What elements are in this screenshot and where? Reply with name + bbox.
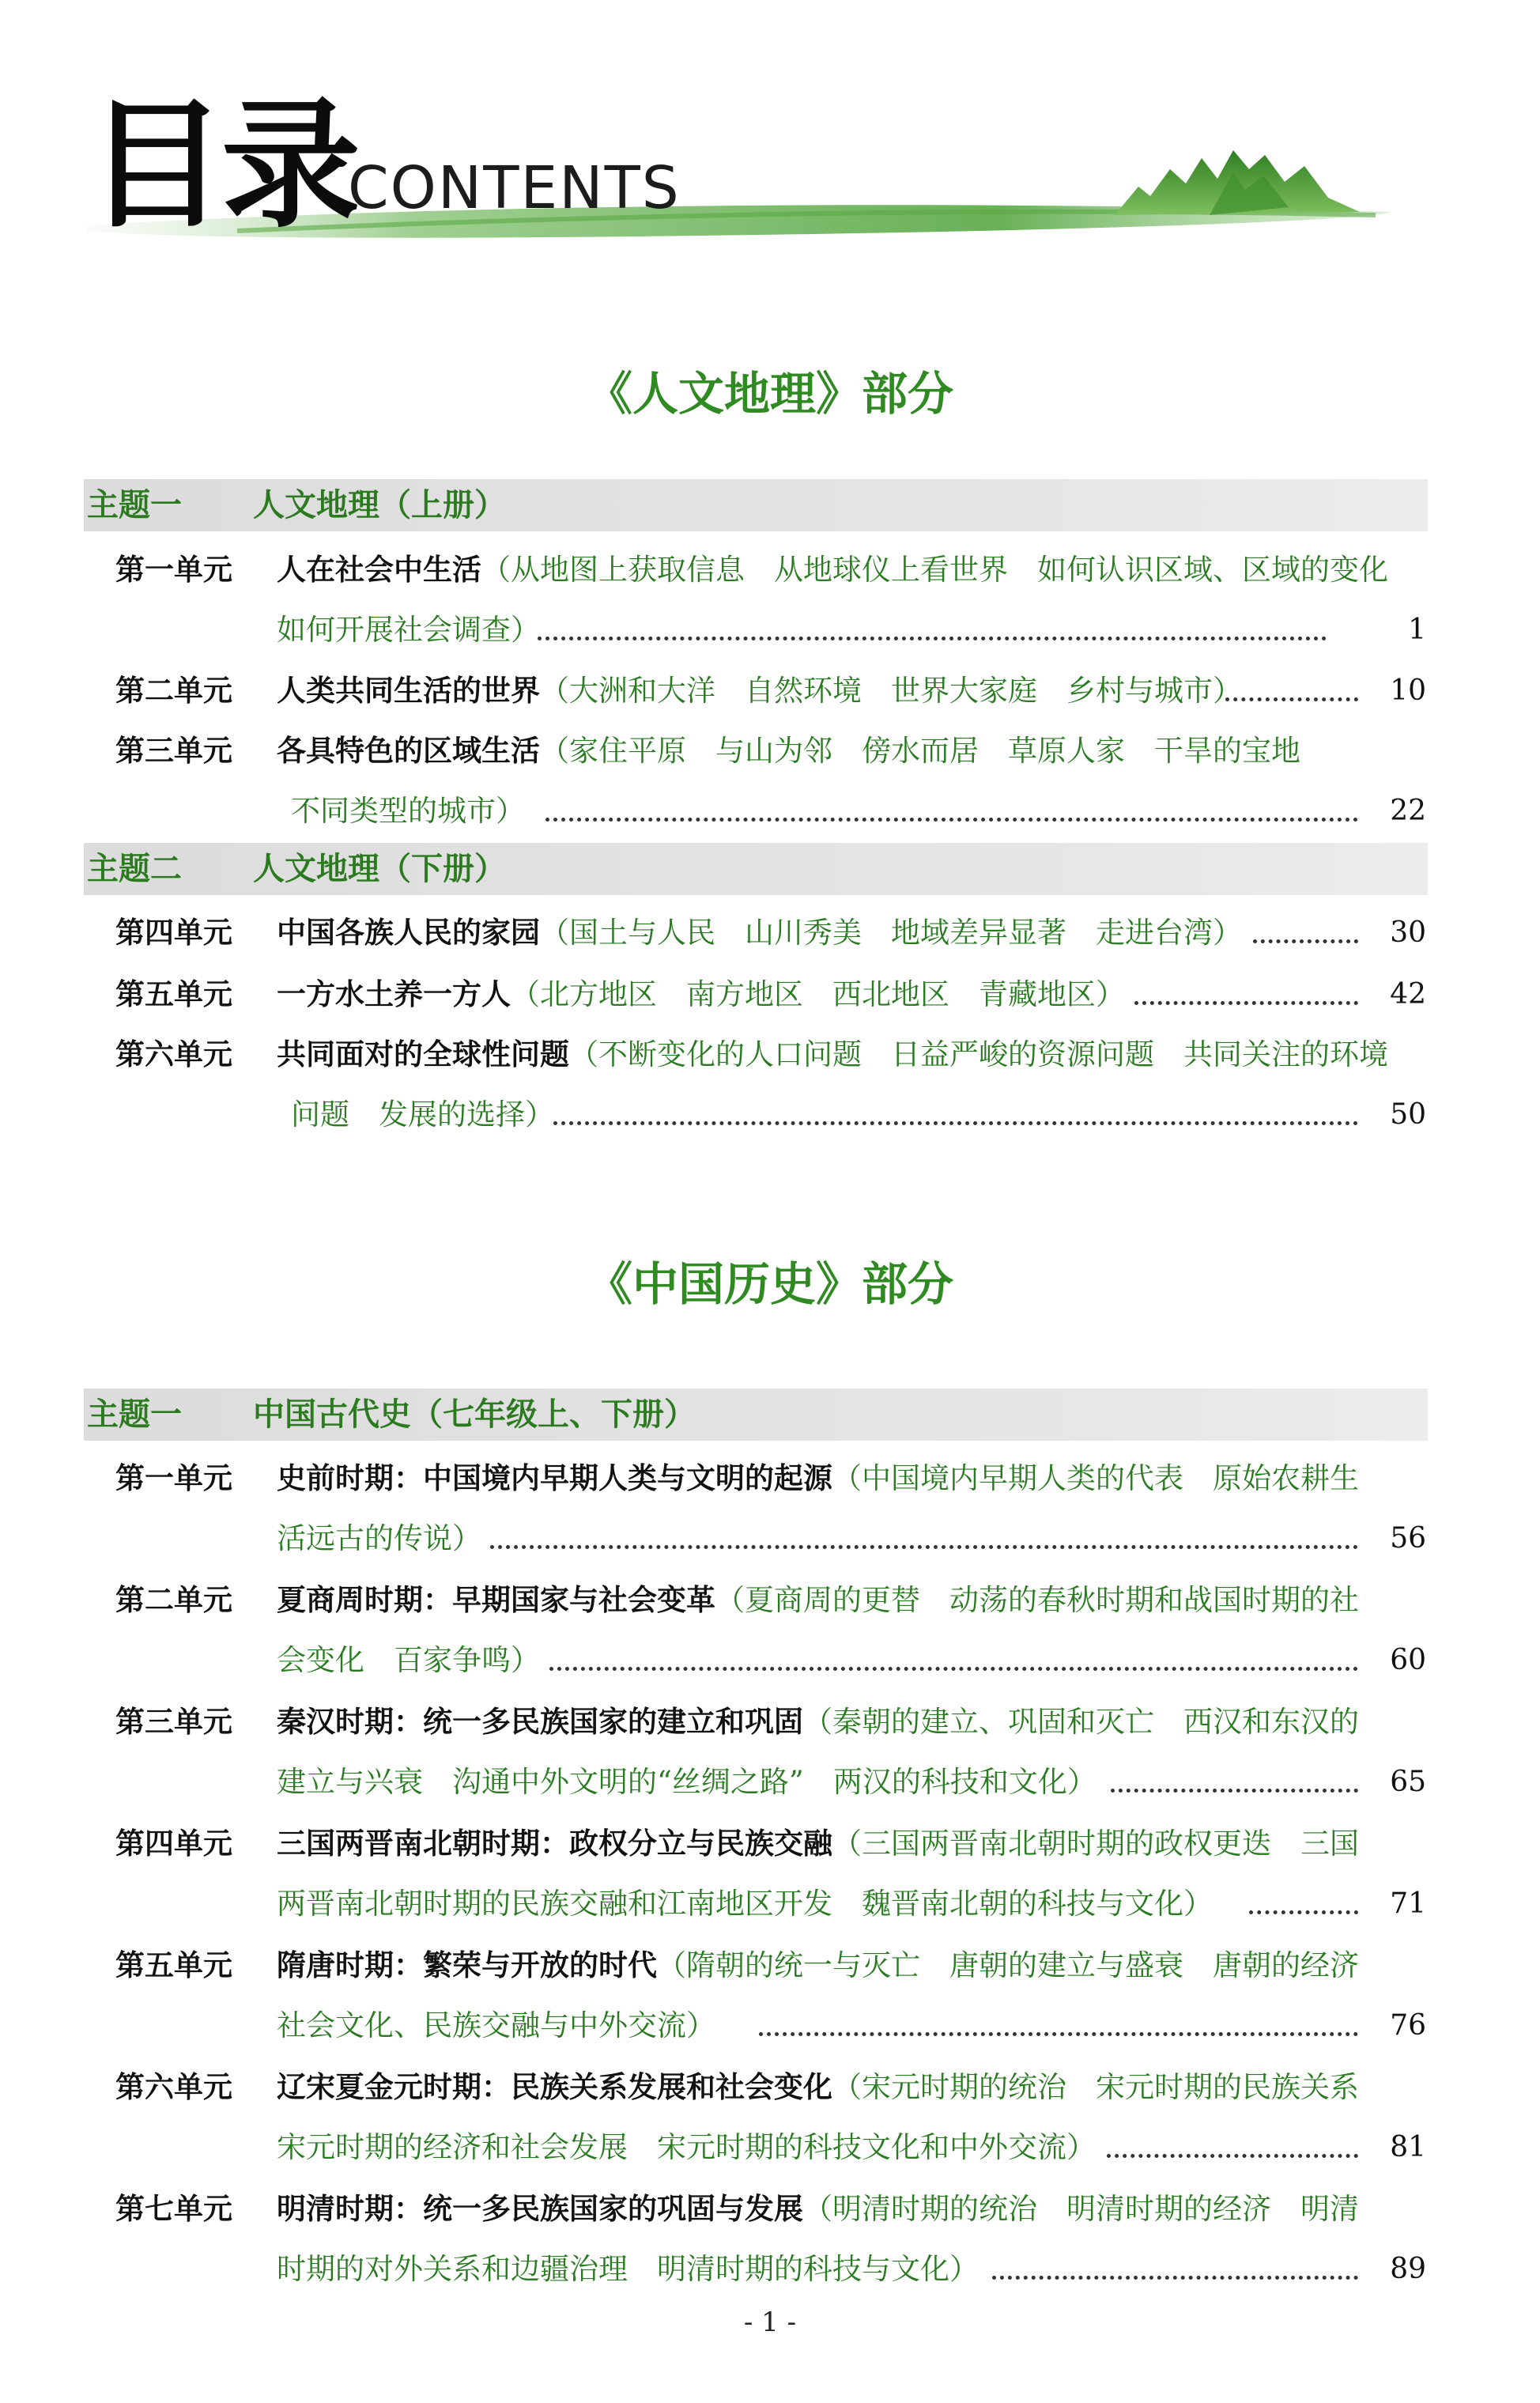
unit-contents: （中国境内早期人类的代表 原始农耕生 bbox=[832, 1461, 1359, 1495]
unit-title: 三国两晋南北朝时期：政权分立与民族交融 bbox=[277, 1827, 832, 1861]
page-number: 60 bbox=[1390, 1644, 1426, 1676]
entry-line bbox=[277, 1752, 1096, 1812]
unit-number: 第三单元 bbox=[115, 734, 232, 768]
unit-contents: 时期的对外关系和边疆治理 明清时期的科技与文化） bbox=[277, 2252, 979, 2286]
contents-header bbox=[0, 0, 1540, 261]
unit-contents: （三国两晋南北朝时期的政权更迭 三国 bbox=[832, 1827, 1359, 1861]
unit-contents: 社会文化、民族交融与中外交流） bbox=[277, 2008, 715, 2042]
unit-number: 第四单元 bbox=[115, 916, 232, 950]
entry-line bbox=[277, 1630, 540, 1691]
entry-line bbox=[277, 721, 1300, 781]
unit-number: 第六单元 bbox=[115, 1037, 232, 1071]
topic-name: 人文地理（上册） bbox=[253, 487, 506, 523]
entry-line bbox=[277, 540, 1388, 600]
entry-line bbox=[277, 600, 540, 660]
unit-number: 第一单元 bbox=[115, 1461, 232, 1495]
unit-contents: （明清时期的统治 明清时期的经济 明清 bbox=[803, 2192, 1359, 2226]
toc-entry[interactable] bbox=[0, 1025, 1540, 1145]
unit-number: 第一单元 bbox=[115, 553, 232, 587]
unit-contents: （不断变化的人口问题 日益严峻的资源问题 共同关注的环境 bbox=[569, 1037, 1388, 1071]
dot-leader bbox=[759, 2032, 1358, 2036]
dot-leader bbox=[1134, 1001, 1358, 1005]
dot-leader bbox=[1253, 939, 1358, 943]
contents-title-chinese: 目录 bbox=[87, 85, 357, 247]
unit-number: 第三单元 bbox=[115, 1705, 232, 1739]
unit-title: 人在社会中生活 bbox=[277, 553, 481, 587]
page-number: 50 bbox=[1390, 1098, 1426, 1131]
unit-title: 夏商周时期：早期国家与社会变革 bbox=[277, 1583, 715, 1617]
unit-number: 第四单元 bbox=[115, 1827, 232, 1861]
unit-contents: （隋朝的统一与灭亡 唐朝的建立与盛衰 唐朝的经济 bbox=[657, 1948, 1359, 1982]
toc-entry[interactable] bbox=[0, 540, 1540, 660]
entry-line bbox=[277, 1936, 1359, 1996]
topic-number: 主题二 bbox=[87, 851, 182, 887]
dot-leader bbox=[1249, 1910, 1358, 1914]
unit-number: 第二单元 bbox=[115, 1583, 232, 1617]
entry-line bbox=[277, 903, 1242, 963]
entry-line bbox=[277, 1814, 1359, 1874]
unit-contents: （夏商周的更替 动荡的春秋时期和战国时期的社 bbox=[715, 1583, 1359, 1617]
entry-line bbox=[277, 965, 1125, 1025]
dot-leader bbox=[545, 818, 1358, 822]
unit-number: 第五单元 bbox=[115, 977, 232, 1011]
contents-title-english: CONTENTS bbox=[348, 154, 681, 222]
page-number: 81 bbox=[1390, 2131, 1426, 2163]
unit-contents: 活远古的传说） bbox=[277, 1521, 481, 1555]
unit-contents: 建立与兴衰 沟通中外文明的“丝绸之路” 两汉的科技和文化） bbox=[277, 1765, 1096, 1799]
dot-leader bbox=[1107, 2154, 1358, 2158]
page-number: 10 bbox=[1390, 674, 1426, 707]
unit-contents: 宋元时期的经济和社会发展 宋元时期的科技文化和中外交流） bbox=[277, 2130, 1096, 2164]
unit-contents: （宋元时期的统治 宋元时期的民族关系 bbox=[832, 2070, 1359, 2104]
entry-line bbox=[277, 661, 1242, 721]
page-number: 56 bbox=[1390, 1522, 1426, 1555]
dot-leader bbox=[992, 2276, 1358, 2280]
unit-contents: （秦朝的建立、巩固和灭亡 西汉和东汉的 bbox=[803, 1705, 1359, 1739]
unit-number: 第六单元 bbox=[115, 2070, 232, 2104]
part-title-history: 《中国历史》部分 bbox=[586, 1257, 953, 1311]
toc-entry[interactable] bbox=[0, 721, 1540, 841]
page-folio: - 1 - bbox=[743, 2307, 797, 2338]
page-number: 22 bbox=[1390, 795, 1426, 827]
toc-entry[interactable] bbox=[0, 1692, 1540, 1812]
page-number: 42 bbox=[1390, 978, 1426, 1011]
unit-contents: （北方地区 南方地区 西北地区 青藏地区） bbox=[511, 977, 1125, 1011]
unit-title: 秦汉时期：统一多民族国家的建立和巩固 bbox=[277, 1705, 803, 1739]
entry-line bbox=[277, 2057, 1359, 2118]
toc-entry[interactable] bbox=[0, 1936, 1540, 2056]
entry-line bbox=[277, 2179, 1359, 2239]
toc-entry[interactable] bbox=[0, 1814, 1540, 1934]
topic-header bbox=[84, 479, 1428, 531]
unit-title: 共同面对的全球性问题 bbox=[277, 1037, 569, 1071]
unit-contents: （从地图上获取信息 从地球仪上看世界 如何认识区域、区域的变化 bbox=[481, 553, 1388, 587]
unit-title: 隋唐时期：繁荣与开放的时代 bbox=[277, 1948, 657, 1982]
dot-leader bbox=[1225, 697, 1358, 701]
toc-entry[interactable] bbox=[0, 2057, 1540, 2178]
unit-contents: 会变化 百家争鸣） bbox=[277, 1643, 540, 1677]
toc-entry[interactable] bbox=[0, 661, 1540, 721]
unit-contents: 不同类型的城市） bbox=[291, 794, 525, 828]
part-title-geography: 《人文地理》部分 bbox=[586, 367, 953, 421]
entry-line bbox=[277, 1509, 481, 1569]
entry-line bbox=[291, 781, 525, 841]
unit-title: 各具特色的区域生活 bbox=[277, 734, 540, 768]
topic-number: 主题一 bbox=[87, 487, 182, 523]
unit-number: 第七单元 bbox=[115, 2192, 232, 2226]
unit-title: 人类共同生活的世界 bbox=[277, 674, 540, 708]
unit-number: 第五单元 bbox=[115, 1948, 232, 1982]
unit-title: 一方水土养一方人 bbox=[277, 977, 511, 1011]
entry-line bbox=[291, 1085, 554, 1145]
toc-entry[interactable] bbox=[0, 965, 1540, 1025]
dot-leader bbox=[538, 637, 1327, 640]
toc-entry[interactable] bbox=[0, 1570, 1540, 1691]
entry-line bbox=[277, 1025, 1388, 1085]
unit-title: 辽宋夏金元时期：民族关系发展和社会变化 bbox=[277, 2070, 832, 2104]
entry-line bbox=[277, 1570, 1359, 1630]
dot-leader bbox=[1111, 1789, 1358, 1793]
toc-entry[interactable] bbox=[0, 903, 1540, 963]
entry-line bbox=[277, 2239, 979, 2299]
dot-leader bbox=[553, 1121, 1358, 1125]
dot-leader bbox=[549, 1667, 1358, 1671]
page-number: 1 bbox=[1408, 614, 1426, 646]
page-number: 76 bbox=[1390, 2009, 1426, 2042]
unit-title: 中国各族人民的家园 bbox=[277, 916, 540, 950]
entry-line bbox=[277, 1449, 1359, 1509]
unit-contents: （家住平原 与山为邻 傍水而居 草原人家 干旱的宝地 bbox=[540, 734, 1300, 768]
toc-entry[interactable] bbox=[0, 2179, 1540, 2299]
topic-name: 人文地理（下册） bbox=[253, 851, 506, 887]
toc-entry[interactable] bbox=[0, 1449, 1540, 1569]
topic-header bbox=[84, 1389, 1428, 1441]
page-number: 71 bbox=[1390, 1887, 1426, 1920]
topic-number: 主题一 bbox=[87, 1396, 182, 1433]
page-number: 30 bbox=[1390, 916, 1426, 949]
unit-number: 第二单元 bbox=[115, 674, 232, 708]
entry-line bbox=[277, 2118, 1096, 2178]
dot-leader bbox=[490, 1545, 1358, 1549]
entry-line bbox=[277, 1996, 715, 2056]
unit-contents: 两晋南北朝时期的民族交融和江南地区开发 魏晋南北朝的科技与文化） bbox=[277, 1887, 1213, 1921]
entry-line bbox=[277, 1692, 1359, 1752]
entry-line bbox=[277, 1874, 1213, 1934]
unit-title: 明清时期：统一多民族国家的巩固与发展 bbox=[277, 2192, 803, 2226]
unit-contents: 问题 发展的选择） bbox=[291, 1098, 554, 1132]
topic-name: 中国古代史（七年级上、下册） bbox=[253, 1396, 696, 1433]
unit-contents: 如何开展社会调查） bbox=[277, 613, 540, 647]
page-number: 65 bbox=[1390, 1766, 1426, 1798]
topic-header bbox=[84, 843, 1428, 895]
unit-title: 史前时期：中国境内早期人类与文明的起源 bbox=[277, 1461, 832, 1495]
page-number: 89 bbox=[1390, 2253, 1426, 2285]
unit-contents: （大洲和大洋 自然环境 世界大家庭 乡村与城市） bbox=[540, 674, 1242, 708]
unit-contents: （国土与人民 山川秀美 地域差异显著 走进台湾） bbox=[540, 916, 1242, 950]
